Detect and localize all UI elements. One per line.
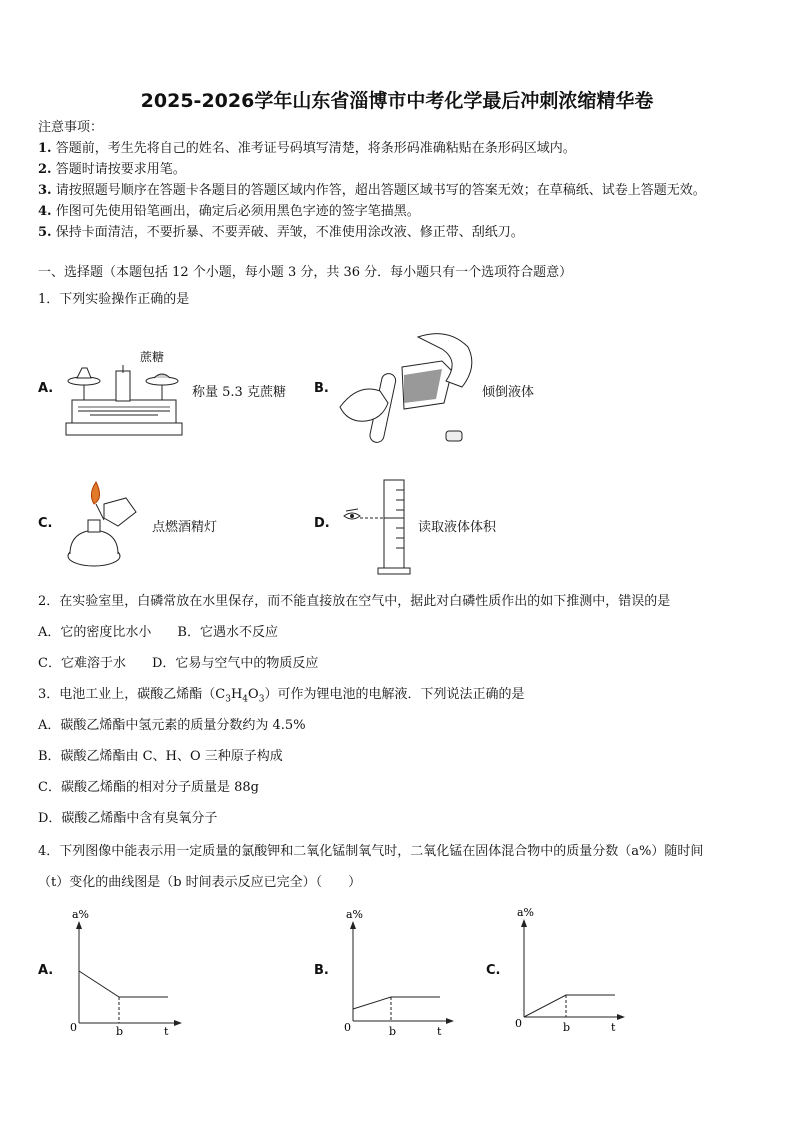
graph-ylabel: a% bbox=[72, 908, 90, 921]
q3-subscript: 4 bbox=[242, 694, 249, 705]
q1-option-c-caption: 点燃酒精灯 bbox=[152, 520, 218, 535]
q4-option-b-label: B. bbox=[314, 963, 329, 978]
graph-xlabel: t bbox=[164, 1025, 169, 1038]
q1-option-a-label: A. bbox=[38, 381, 54, 396]
q4-graph-a bbox=[60, 905, 190, 1040]
q3-subscript: 3 bbox=[258, 694, 265, 705]
graph-origin: 0 bbox=[515, 1017, 522, 1030]
x-axis-arrow bbox=[446, 1018, 454, 1024]
question-4-stem: 4．下列图像中能表示用一定质量的氯酸钾和二氧化锰制氧气时，二氧化锰在固体混合物中的质量分数（a%）随时间 bbox=[38, 844, 704, 859]
graph-mark: b bbox=[389, 1025, 397, 1038]
notice-num: 4. bbox=[38, 204, 52, 219]
graph-ylabel: a% bbox=[517, 906, 535, 919]
section-heading: 一、选择题（本题包括 12 个小题，每小题 3 分，共 36 分．每小题只有一个选项符合题意） bbox=[38, 265, 573, 280]
q4-option-a-label: A. bbox=[38, 963, 54, 978]
notice-num: 1. bbox=[38, 141, 52, 156]
graph-curve bbox=[524, 995, 615, 1017]
graph-ylabel: a% bbox=[346, 908, 364, 921]
page-title: 2025-2026学年山东省淄博市中考化学最后冲刺浓缩精华卷 bbox=[140, 90, 654, 112]
q3-option-d: D．碳酸乙烯酯中含有臭氧分子 bbox=[38, 811, 218, 826]
graduated-cylinder-image bbox=[340, 476, 412, 576]
question-3-stem bbox=[38, 686, 524, 709]
q1-option-a-caption: 称量 5.3 克蔗糖 bbox=[192, 385, 286, 400]
graph-xlabel: t bbox=[611, 1021, 616, 1034]
question-2-stem: 2．在实验室里，白磷常放在水里保存，而不能直接放在空气中，据此对白磷性质作出的如下推测中，错误的是 bbox=[38, 594, 671, 609]
q3-formula-part: H bbox=[230, 687, 243, 702]
balance-scale-image bbox=[60, 345, 188, 440]
q4-graph-c bbox=[505, 903, 635, 1038]
graph-curve bbox=[353, 997, 440, 1009]
y-axis-arrow bbox=[521, 919, 527, 927]
q1-option-b-label: B. bbox=[314, 381, 329, 396]
pouring-liquid-image bbox=[338, 327, 480, 447]
q1-option-c-label: C. bbox=[38, 516, 53, 531]
notice-item bbox=[38, 182, 706, 200]
q3-formula-part: O bbox=[248, 687, 259, 702]
q3-option-b: B．碳酸乙烯酯由 C、H、O 三种原子构成 bbox=[38, 749, 283, 764]
question-1-stem: 1．下列实验操作正确的是 bbox=[38, 292, 190, 307]
question-4-stem-cont: （t）变化的曲线图是（b 时间表示反应已完全）（ ） bbox=[38, 875, 362, 890]
x-axis-arrow bbox=[617, 1014, 625, 1020]
notice-num: 3. bbox=[38, 183, 52, 198]
notice-text: 答题时请按要求用笔。 bbox=[55, 162, 186, 177]
q3-subscript: 3 bbox=[225, 694, 231, 705]
notice-num: 2. bbox=[38, 162, 52, 177]
x-axis-arrow bbox=[174, 1020, 182, 1026]
notice-heading: 注意事项： bbox=[38, 120, 104, 135]
q3-stem-pre: 3．电池工业上，碳酸乙烯酯（C bbox=[38, 687, 226, 702]
notice-text: 请按照题号顺序在答题卡各题目的答题区域内作答，超出答题区域书写的答案无效；在草稿纸、试卷上答题无效。 bbox=[55, 183, 706, 198]
q4-option-c-label: C. bbox=[486, 963, 501, 978]
notice-text: 答题前，考生先将自己的姓名、准考证号码填写清楚，将条形码准确粘贴在条形码区域内。 bbox=[55, 141, 576, 156]
notice-item bbox=[38, 140, 576, 158]
sucrose-tag: 蔗糖 bbox=[140, 350, 165, 364]
q3-stem-post: ）可作为锂电池的电解液．下列说法正确的是 bbox=[264, 687, 525, 702]
graph-origin: 0 bbox=[70, 1021, 77, 1034]
q1-option-b-caption: 倾倒液体 bbox=[482, 385, 535, 400]
q1-option-d-caption: 读取液体体积 bbox=[418, 520, 497, 535]
q2-options-row: A．它的密度比水小 B．它遇水不反应 bbox=[38, 625, 278, 640]
graph-xlabel: t bbox=[437, 1025, 442, 1038]
q1-option-d-label: D. bbox=[314, 516, 330, 531]
q2-options-row: C．它难溶于水 D．它易与空气中的物质反应 bbox=[38, 656, 319, 671]
graph-origin: 0 bbox=[344, 1021, 351, 1034]
y-axis-arrow bbox=[76, 921, 82, 929]
y-axis-arrow bbox=[350, 921, 356, 929]
notice-num: 5. bbox=[38, 225, 52, 240]
notice-item bbox=[38, 161, 186, 179]
q3-option-a: A．碳酸乙烯酯中氢元素的质量分数约为 4.5% bbox=[38, 718, 306, 733]
graph-mark: b bbox=[116, 1025, 124, 1038]
graph-mark: b bbox=[563, 1021, 571, 1034]
q4-graph-b bbox=[334, 905, 464, 1040]
notice-item bbox=[38, 224, 524, 242]
graph-curve bbox=[79, 971, 168, 997]
notice-item bbox=[38, 203, 420, 221]
alcohol-lamp-image bbox=[60, 480, 150, 570]
q3-option-c: C．碳酸乙烯酯的相对分子质量是 88g bbox=[38, 780, 259, 795]
notice-text: 保持卡面清洁，不要折暴、不要弄破、弄皱，不准使用涂改液、修正带、刮纸刀。 bbox=[55, 225, 524, 240]
notice-text: 作图可先使用铅笔画出，确定后必须用黑色字迹的签字笔描黑。 bbox=[55, 204, 420, 219]
